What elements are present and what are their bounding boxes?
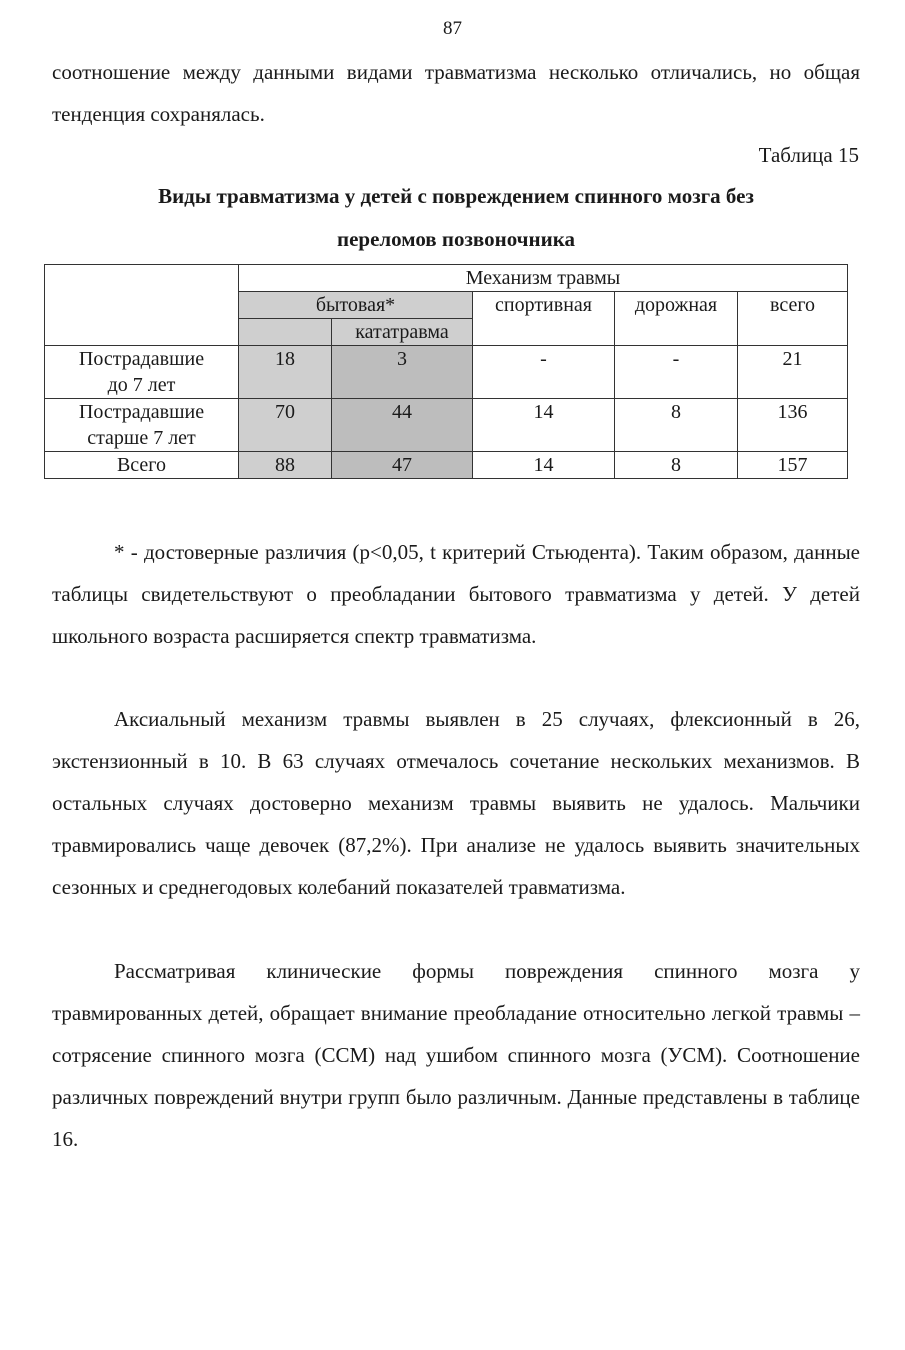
row-label-line1: Пострадавшие bbox=[78, 348, 205, 370]
footnote-text: * - достоверные различия (p<0,05, t критерий Стьюдента). Таким образом, данные таблицы свидетельствуют о преобладании бытового травматизма у детей. У детей школьного возраста расширяется спектр травматизма. bbox=[52, 540, 860, 648]
table-header-row-1 bbox=[45, 265, 848, 292]
cell-catatrauma: 3 bbox=[332, 346, 473, 399]
cell-total: 136 bbox=[738, 399, 848, 452]
table-title-line1: Виды травматизма у детей с повреждением спинного мозга без bbox=[158, 184, 754, 208]
cell-road: 8 bbox=[615, 399, 738, 452]
header-road: дорожная bbox=[615, 292, 738, 346]
table-row bbox=[45, 346, 848, 399]
cell-total: 157 bbox=[738, 452, 848, 479]
cell-household: 88 bbox=[239, 452, 332, 479]
table-row bbox=[45, 399, 848, 452]
cell-sport: 14 bbox=[473, 452, 615, 479]
row-label bbox=[45, 399, 239, 452]
header-household-sub-empty bbox=[239, 319, 332, 346]
mechanism-paragraph bbox=[52, 698, 860, 908]
cell-household: 18 bbox=[239, 346, 332, 399]
row-label-line1: Пострадавшие bbox=[78, 401, 205, 423]
header-empty-cell bbox=[45, 265, 239, 346]
cell-catatrauma: 44 bbox=[332, 399, 473, 452]
header-main: Механизм травмы bbox=[239, 265, 848, 292]
header-total: всего bbox=[738, 292, 848, 346]
page-number: 87 bbox=[443, 18, 462, 39]
intro-text: соотношение между данными видами травматизма несколько отличались, но общая тенденция сохранялась. bbox=[52, 60, 860, 126]
cell-road: 8 bbox=[615, 452, 738, 479]
paragraph-3-text: Рассматривая клинические формы повреждения спинного мозга у травмированных детей, обращает внимание преобладание относительно легкой травмы – сотрясение спинного мозга (ССМ) над ушибом спинного мозга (УСМ). Соотношение различных повреждений внутри групп было различным. Данные представлены в таблице 16. bbox=[52, 959, 860, 1151]
table-row bbox=[45, 452, 848, 479]
cell-total: 21 bbox=[738, 346, 848, 399]
cell-sport: - bbox=[473, 346, 615, 399]
table-number: Таблица 15 bbox=[758, 143, 859, 167]
table-title bbox=[52, 175, 860, 261]
row-label bbox=[45, 346, 239, 399]
row-label-line2: старше 7 лет bbox=[87, 427, 196, 449]
paragraph-2-text: Аксиальный механизм травмы выявлен в 25 случаях, флексионный в 26, экстензионный в 10. В 63 случаях отмечалось сочетание нескольких механизмов. В остальных случаях достоверно механизм травмы выявить не удалось. Мальчики травмировались чаще девочек (87,2%). При анализе не удалось выявить значительных сезонных и среднегодовых колебаний показателей травматизма. bbox=[52, 707, 860, 899]
cell-household: 70 bbox=[239, 399, 332, 452]
cell-sport: 14 bbox=[473, 399, 615, 452]
cell-catatrauma: 47 bbox=[332, 452, 473, 479]
clinical-forms-paragraph bbox=[52, 950, 860, 1160]
injury-table bbox=[44, 264, 848, 479]
header-household: бытовая* bbox=[239, 292, 473, 319]
row-label: Всего bbox=[45, 452, 239, 479]
cell-road: - bbox=[615, 346, 738, 399]
row-label-line2: до 7 лет bbox=[107, 374, 176, 396]
table-title-line2: переломов позвоночника bbox=[336, 227, 575, 251]
footnote-paragraph bbox=[52, 531, 860, 657]
header-catatrauma: кататравма bbox=[332, 319, 473, 346]
intro-paragraph bbox=[52, 51, 860, 135]
header-sport: спортивная bbox=[473, 292, 615, 346]
